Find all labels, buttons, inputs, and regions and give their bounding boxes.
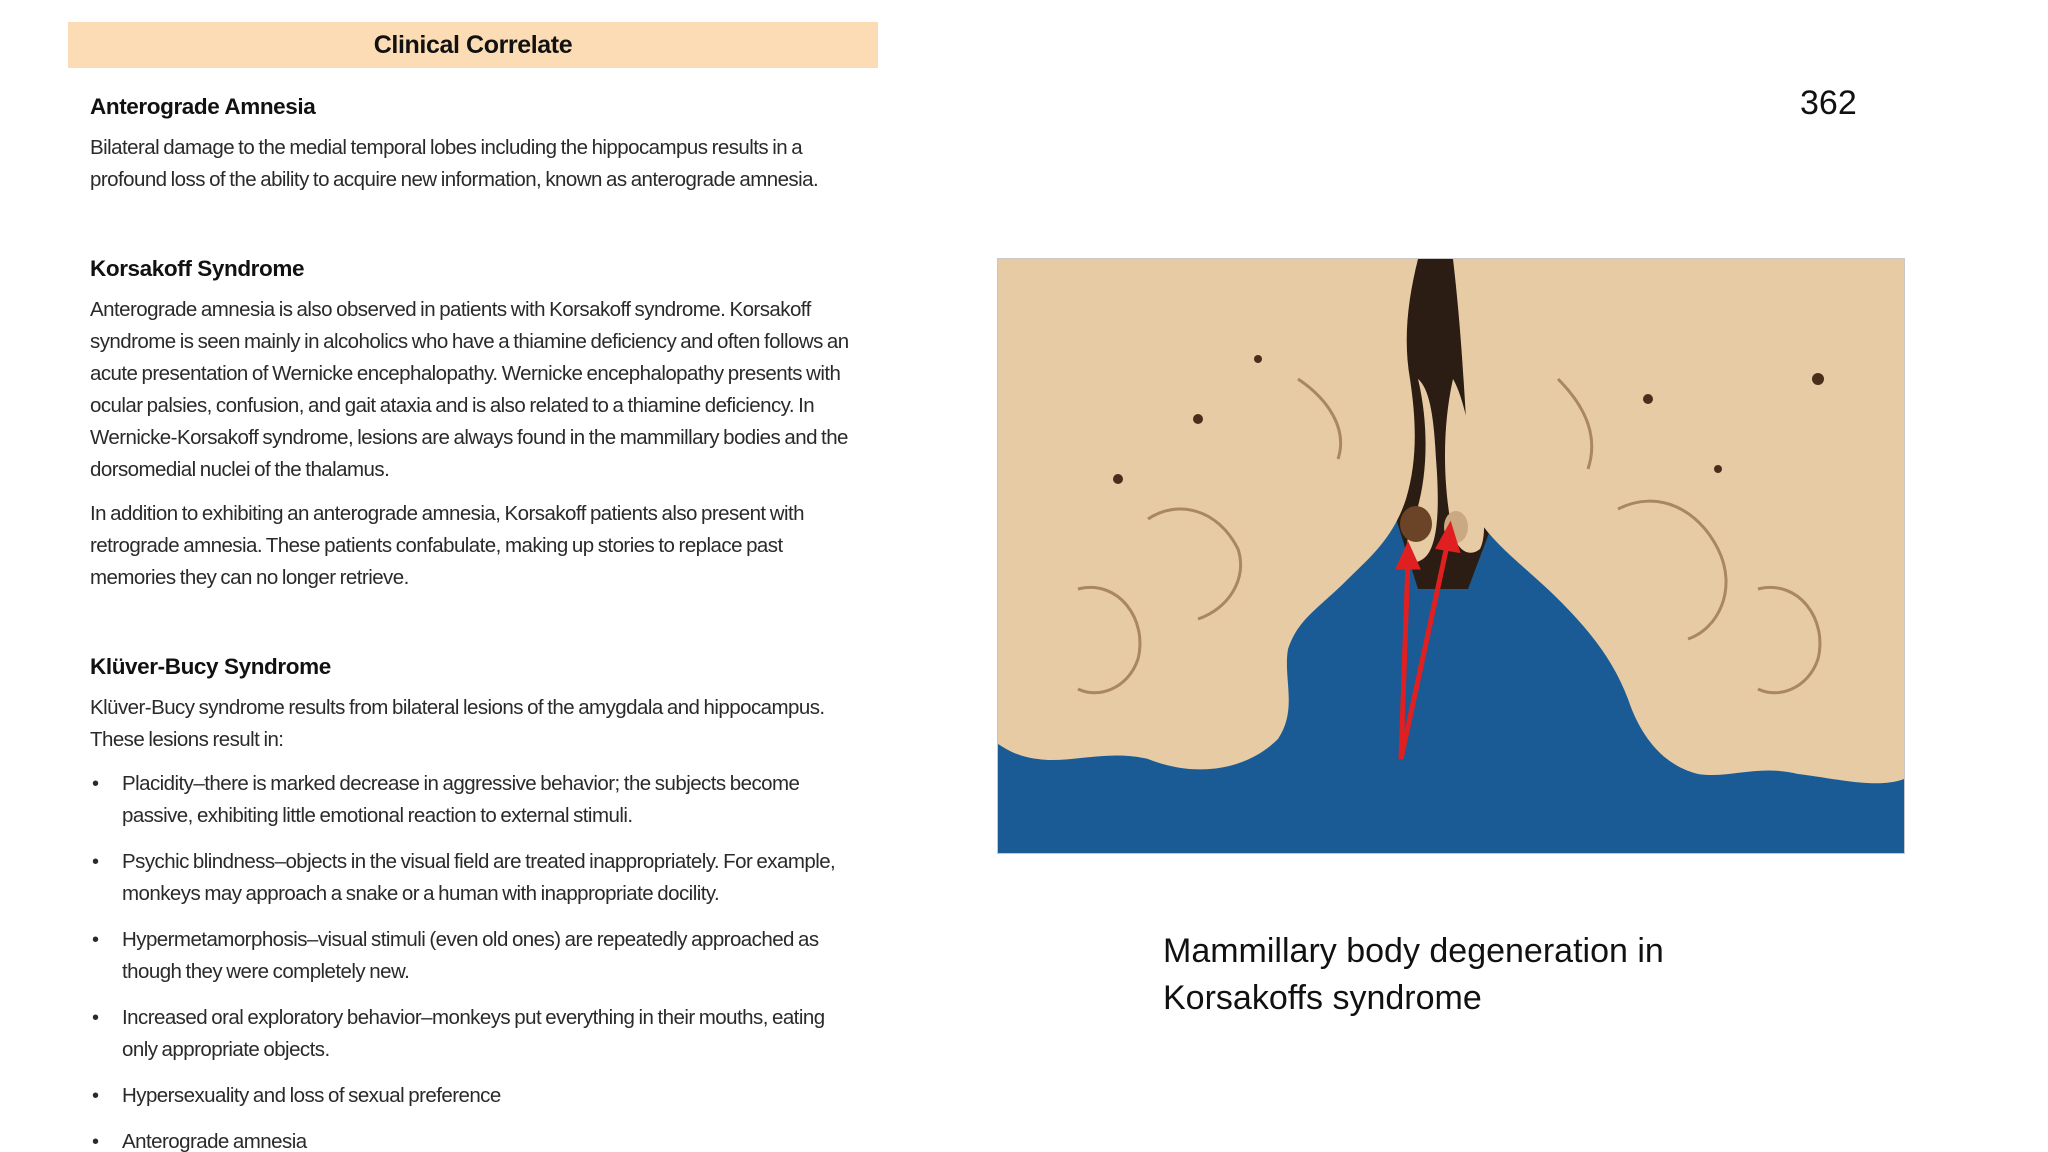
bullet-icon: • [92, 1131, 99, 1152]
kluver-bucy-heading: Klüver-Bucy Syndrome [90, 654, 331, 679]
list-item [90, 1080, 856, 1112]
bullet-icon: • [92, 929, 99, 951]
caption-line-2: Korsakoffs syndrome [1163, 979, 1482, 1017]
bullet-text: Increased oral exploratory behavior–monkeys put everything in their mouths, eating only appropriate objects. [122, 1006, 825, 1061]
anterograde-amnesia-heading: Anterograde Amnesia [90, 94, 316, 119]
vessel-spot [1193, 414, 1203, 424]
bullet-text: Psychic blindness–objects in the visual field are treated inappropriately. For example, monkeys may approach a snake or a human with inappropriate docility. [122, 850, 836, 905]
mammillary-body-left [1400, 506, 1432, 542]
kluver-bucy-bullet-list [90, 768, 856, 1152]
bullet-icon: • [92, 773, 99, 795]
clinical-correlate-banner: Clinical Correlate [68, 22, 878, 68]
bullet-text: Hypermetamorphosis–visual stimuli (even old ones) are repeatedly approached as though they were completely new. [122, 928, 819, 983]
list-item [90, 768, 856, 832]
bullet-text: Hypersexuality and loss of sexual preference [122, 1084, 501, 1107]
vessel-spot [1113, 474, 1123, 484]
kluver-bucy-paragraph: Klüver-Bucy syndrome results from bilateral lesions of the amygdala and hippocampus. These lesions result in: [90, 696, 825, 751]
clinical-correlate-content [68, 94, 878, 1152]
list-item [90, 1002, 856, 1066]
korsakoff-syndrome-heading: Korsakoff Syndrome [90, 256, 305, 281]
figure-caption [1163, 928, 1763, 1022]
vessel-spot [1643, 394, 1653, 404]
korsakoff-paragraph-1: Anterograde amnesia is also observed in patients with Korsakoff syndrome. Korsakoff syndrome is seen mainly in alcoholics who have a thiamine deficiency and often follows an acute presentation of Wernicke encephalopathy. Wernicke encephalopathy presents with ocular palsies, confusion, and gait ataxia and is also related to a thiamine deficiency. In Wernicke-Korsakoff syndrome, lesions are always found in the mammillary bodies and the dorsomedial nuclei of the thalamus. [90, 298, 849, 481]
bullet-text: Anterograde amnesia [122, 1130, 307, 1152]
caption-line-1: Mammillary body degeneration in [1163, 932, 1664, 970]
list-item [90, 924, 856, 988]
anterograde-amnesia-paragraph: Bilateral damage to the medial temporal lobes including the hippocampus results in a profound loss of the ability to acquire new information, known as anterograde amnesia. [90, 136, 819, 191]
brain-section-illustration [998, 259, 1904, 853]
vessel-spot [1254, 355, 1262, 363]
bullet-text: Placidity–there is marked decrease in aggressive behavior; the subjects become passive, exhibiting little emotional reaction to external stimuli. [122, 772, 800, 827]
vessel-spot [1714, 465, 1722, 473]
bullet-icon: • [92, 1085, 99, 1107]
brain-section-photo [997, 258, 1905, 854]
clinical-correlate-panel [68, 22, 878, 1152]
korsakoff-paragraph-2: In addition to exhibiting an anterograde amnesia, Korsakoff patients also present with retrograde amnesia. These patients confabulate, making up stories to replace past memories they can no longer retrieve. [90, 502, 804, 589]
bullet-icon: • [92, 851, 99, 873]
bullet-icon: • [92, 1007, 99, 1029]
list-item [90, 1126, 856, 1152]
page-number: 362 [1800, 84, 1857, 122]
vessel-spot [1812, 373, 1824, 385]
list-item [90, 846, 856, 910]
